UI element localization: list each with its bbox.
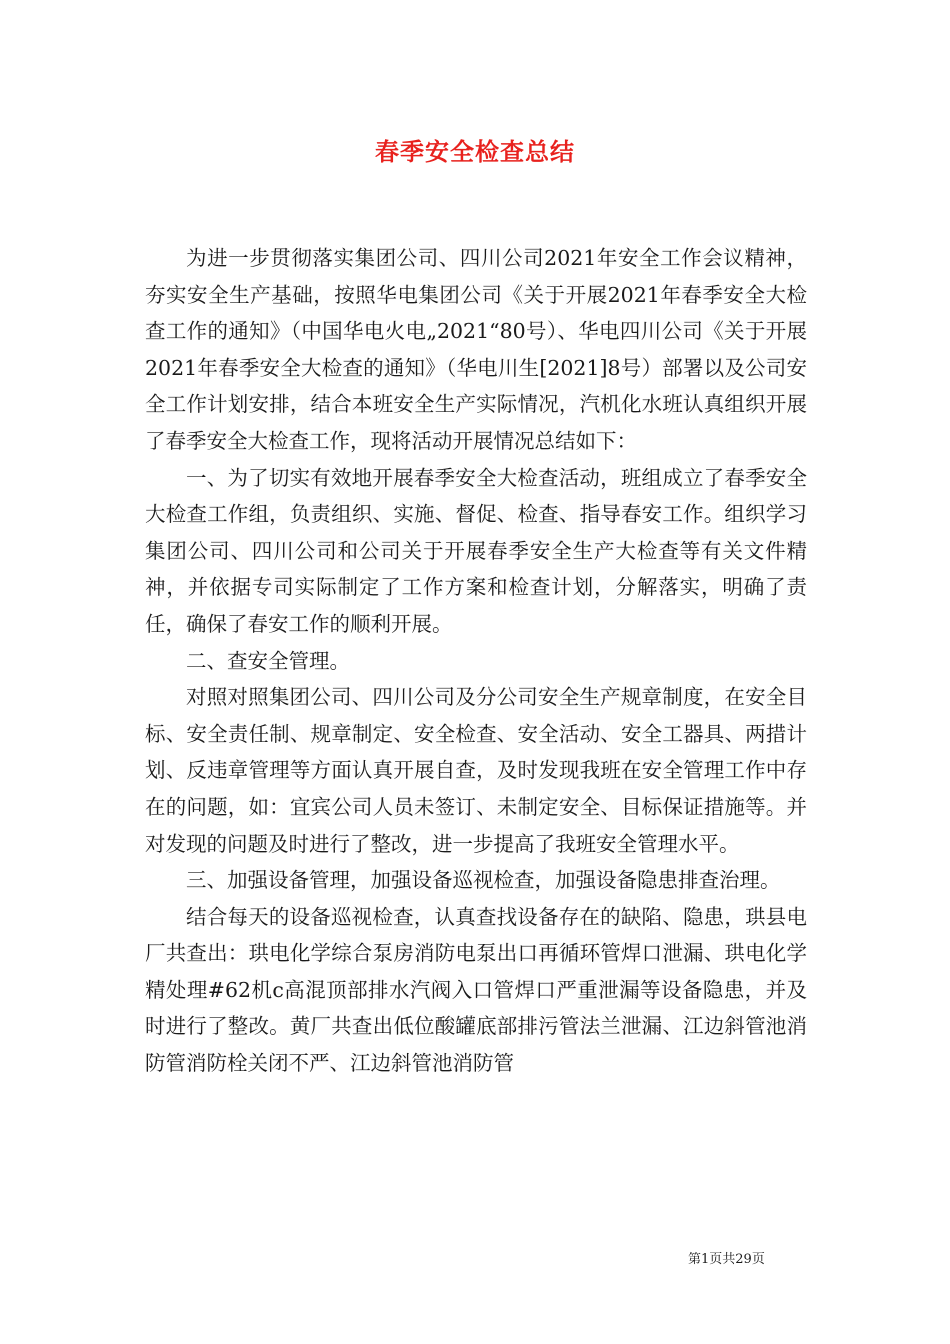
document-title: 春季安全检查总结 — [375, 137, 575, 166]
paragraph-section-2-heading: 二、查安全管理。 — [186, 648, 350, 673]
document-body — [145, 240, 807, 1082]
paragraph-section-1: 一、为了切实有效地开展春季安全大检查活动，班组成立了春季安全大检查工作组，负责组织、实施、督促、检查、指导春安工作。组织学习集团公司、四川公司和公司关于开展春季安全生产大检查等有关文件精神，并依据专司实际制定了工作方案和检查计划，分解落实，明确了责任，确保了春安工作的顺利开展。 — [145, 465, 807, 636]
page-number-footer: 第1页共29页 — [688, 1252, 765, 1267]
paragraph-intro: 为进一步贯彻落实集团公司、四川公司2021年安全工作会议精神，夯实安全生产基础，按照华电集团公司《关于开展2021年春季安全大检查工作的通知》（中国华电火电„2021“80号）、华电四川公司《关于开展2021年春季安全大检查的通知》（华电川生[2021]8号）部署以及公司安全工作计划安排，结合本班安全生产实际情况，汽机化水班认真组织开展了春季安全大检查工作，现将活动开展情况总结如下： — [145, 246, 807, 453]
paragraph-section-3-body: 结合每天的设备巡视检查，认真查找设备存在的缺陷、隐患，珙县电厂共查出：珙电化学综合泵房消防电泵出口再循环管焊口泄漏、珙电化学精处理#62机c高混顶部排水汽阀入口管焊口严重泄漏等设备隐患，并及时进行了整改。黄厂共查出低位酸罐底部排污管法兰泄漏、江边斜管池消防管消防栓关闭不严、江边斜管池消防管 — [145, 904, 807, 1076]
paragraph-section-3-heading: 三、加强设备管理，加强设备巡视检查，加强设备隐患排查治理。 — [186, 868, 781, 893]
paragraph-section-2-body: 对照对照集团公司、四川公司及分公司安全生产规章制度，在安全目标、安全责任制、规章制定、安全检查、安全活动、安全工器具、两措计划、反违章管理等方面认真开展自查，及时发现我班在安全管理工作中存在的问题，如：宜宾公司人员未签订、未制定安全、目标保证措施等。并对发现的问题及时进行了整改，进一步提高了我班安全管理水平。 — [145, 685, 807, 856]
